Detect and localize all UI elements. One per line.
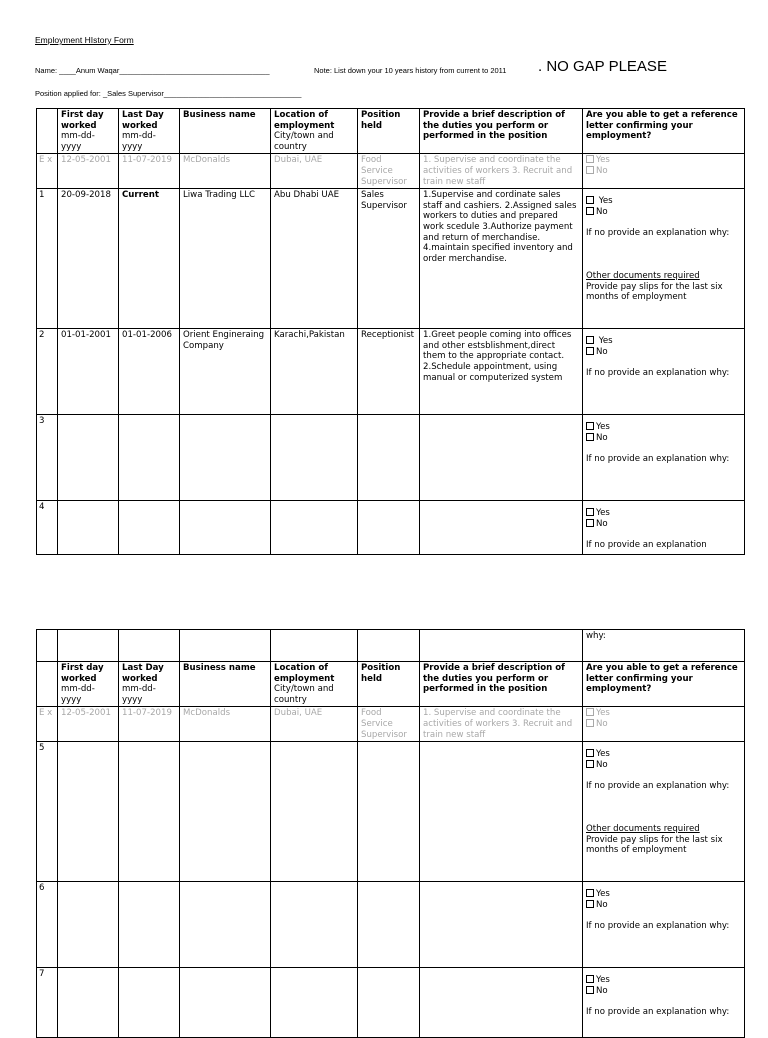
- row-location: Abu Dhabi UAE: [271, 189, 358, 329]
- spacer: [586, 996, 741, 1007]
- row-position: [358, 630, 420, 662]
- form-title: Employment HIstory Form: [35, 35, 134, 45]
- header-business: Business name: [180, 109, 271, 154]
- row-first-day: 01-01-2001: [58, 329, 119, 415]
- checkbox-icon[interactable]: [586, 975, 594, 983]
- yes-option[interactable]: [586, 196, 741, 207]
- yes-option[interactable]: [586, 975, 741, 986]
- row-duties[interactable]: [420, 968, 583, 1038]
- row-last-day[interactable]: [119, 882, 180, 968]
- example-first-day: 12-05-2001: [58, 707, 119, 742]
- row-reference: [583, 415, 745, 501]
- example-reference: [583, 707, 745, 742]
- table-row: [37, 501, 745, 555]
- row-first-day[interactable]: [58, 968, 119, 1038]
- header-duties: Provide a brief description of the duties you perform or performed in the position: [420, 662, 583, 707]
- row-location: [271, 630, 358, 662]
- row-position[interactable]: [358, 415, 420, 501]
- example-position: Food Service Supervisor: [358, 154, 420, 189]
- header-location: [271, 662, 358, 707]
- yes-label: Yes: [596, 422, 610, 433]
- no-label: No: [596, 759, 608, 770]
- header-first-day-label: First day worked: [61, 110, 104, 131]
- row-location[interactable]: [271, 415, 358, 501]
- header-business: Business name: [180, 662, 271, 707]
- row-position[interactable]: [358, 501, 420, 555]
- row-duties[interactable]: [420, 415, 583, 501]
- yes-label: Yes: [598, 336, 613, 347]
- header-last-day-format: mm-dd-yyyy: [122, 684, 156, 705]
- no-label: No: [596, 432, 608, 443]
- table-header-row: [37, 662, 745, 707]
- row-business[interactable]: [180, 501, 271, 555]
- no-label: No: [596, 206, 608, 217]
- spacer: [586, 357, 741, 368]
- header-last-day: [119, 662, 180, 707]
- example-row: [37, 154, 745, 189]
- header-last-day-label: Last Day worked: [122, 663, 164, 684]
- example-no-option: [586, 719, 741, 730]
- row-first-day[interactable]: [58, 415, 119, 501]
- no-option[interactable]: [586, 986, 741, 997]
- employment-history-table-page1: [36, 108, 745, 555]
- row-position[interactable]: [358, 882, 420, 968]
- header-last-day: [119, 109, 180, 154]
- no-option[interactable]: [586, 900, 741, 911]
- no-label: No: [596, 718, 608, 729]
- header-num-cell: [37, 109, 58, 154]
- example-first-day: 12-05-2001: [58, 154, 119, 189]
- row-location[interactable]: [271, 501, 358, 555]
- checkbox-icon[interactable]: [586, 207, 594, 215]
- example-position: Food Service Supervisor: [358, 707, 420, 742]
- header-num-cell: [37, 662, 58, 707]
- row-num: 6: [37, 882, 58, 968]
- checkbox-icon[interactable]: [586, 433, 594, 441]
- checkbox-icon[interactable]: [586, 519, 594, 527]
- row-first-day: 20-09-2018: [58, 189, 119, 329]
- other-docs-heading: Other documents required: [586, 823, 700, 834]
- row-first-day[interactable]: [58, 882, 119, 968]
- row-first-day[interactable]: [58, 742, 119, 882]
- row-duties[interactable]: [420, 501, 583, 555]
- row-first-day: [58, 630, 119, 662]
- yes-label: Yes: [596, 975, 610, 986]
- spacer: [586, 443, 741, 454]
- header-last-day-label: Last Day worked: [122, 110, 164, 131]
- spacer: [586, 910, 741, 921]
- table-row: [37, 742, 745, 882]
- row-location[interactable]: [271, 742, 358, 882]
- row-last-day: Current: [119, 189, 180, 329]
- table-row: [37, 968, 745, 1038]
- no-label: No: [596, 165, 608, 176]
- row-position: Receptionist: [358, 329, 420, 415]
- pay-slips-note: Provide pay slips for the last six months of employment: [586, 281, 723, 303]
- header-reference: Are you able to get a reference letter confirming your employment?: [583, 109, 745, 154]
- row-business: Orient Engineraing Company: [180, 329, 271, 415]
- yes-label: Yes: [598, 196, 613, 207]
- row-reference: [583, 189, 745, 329]
- no-label: No: [596, 899, 608, 910]
- row-duties[interactable]: [420, 882, 583, 968]
- no-label: No: [596, 985, 608, 996]
- continuation-row: [37, 630, 745, 662]
- header-location-sub: City/town and country: [274, 131, 334, 152]
- row-location: Karachi,Pakistan: [271, 329, 358, 415]
- no-label: No: [596, 518, 608, 529]
- yes-label: Yes: [596, 508, 610, 519]
- row-business: [180, 630, 271, 662]
- spacer: [586, 792, 741, 824]
- explanation-prompt: If no provide an explanation why:: [586, 368, 730, 379]
- no-option[interactable]: [586, 207, 741, 218]
- checkbox-icon: [586, 708, 594, 716]
- table-row: [37, 882, 745, 968]
- yes-label: Yes: [596, 155, 610, 166]
- yes-label: Yes: [596, 749, 610, 760]
- yes-option[interactable]: [586, 749, 741, 760]
- example-location: Dubai, UAE: [271, 154, 358, 189]
- no-option[interactable]: [586, 760, 741, 771]
- table-row: [37, 189, 745, 329]
- row-position: Sales Supervisor: [358, 189, 420, 329]
- checkbox-icon[interactable]: [586, 900, 594, 908]
- row-business[interactable]: [180, 968, 271, 1038]
- explanation-prompt: If no provide an explanation why:: [586, 921, 730, 932]
- other-docs-heading: Other documents required: [586, 270, 700, 281]
- row-duties: 1.Greet people coming into offices and other estsblishment,direct them to the appropriate contact. 2.Schedule appointment, using manual or computerized system: [420, 329, 583, 415]
- example-num: E x: [37, 154, 58, 189]
- example-duties: 1. Supervise and coordinate the activities of workers 3. Recruit and train new staff: [420, 154, 583, 189]
- checkbox-icon[interactable]: [586, 889, 594, 897]
- header-location-label: Location of employment: [274, 663, 335, 684]
- header-first-day-label: First day worked: [61, 663, 104, 684]
- row-last-day[interactable]: [119, 742, 180, 882]
- history-note: Note: List down your 10 years history from current to 2011: [314, 66, 507, 75]
- row-reference: [583, 329, 745, 415]
- applicant-name-line: Name: ____Anum Waqar____________________________________: [35, 66, 270, 75]
- header-last-day-format: mm-dd-yyyy: [122, 131, 156, 152]
- row-num: 5: [37, 742, 58, 882]
- explanation-prompt: If no provide an explanation why:: [586, 454, 730, 465]
- example-business: McDonalds: [180, 707, 271, 742]
- example-last-day: 11-07-2019: [119, 707, 180, 742]
- position-applied-line: Position applied for: _Sales Supervisor_________________________________: [35, 89, 302, 98]
- explanation-prompt: If no provide an explanation why:: [586, 1007, 730, 1018]
- checkbox-icon: [586, 719, 594, 727]
- row-location[interactable]: [271, 882, 358, 968]
- checkbox-icon: [586, 166, 594, 174]
- header-location-label: Location of employment: [274, 110, 335, 131]
- example-yes-option: [586, 708, 741, 719]
- row-reference: [583, 501, 745, 555]
- checkbox-icon[interactable]: [586, 749, 594, 757]
- example-reference: [583, 154, 745, 189]
- example-business: McDonalds: [180, 154, 271, 189]
- no-option[interactable]: [586, 347, 741, 358]
- header-reference: Are you able to get a reference letter confirming your employment?: [583, 662, 745, 707]
- checkbox-icon[interactable]: [586, 196, 594, 204]
- row-last-day[interactable]: [119, 501, 180, 555]
- row-last-day[interactable]: [119, 968, 180, 1038]
- row-num: 1: [37, 189, 58, 329]
- row-last-day: 01-01-2006: [119, 329, 180, 415]
- yes-option[interactable]: [586, 889, 741, 900]
- example-yes-option: [586, 155, 741, 166]
- explanation-prompt: If no provide an explanation why:: [586, 228, 730, 239]
- example-no-option: [586, 166, 741, 177]
- row-num: 7: [37, 968, 58, 1038]
- yes-label: Yes: [596, 708, 610, 719]
- spacer: [586, 529, 741, 540]
- yes-option[interactable]: [586, 422, 741, 433]
- example-location: Dubai, UAE: [271, 707, 358, 742]
- row-duties: 1.Supervise and cordinate sales staff and cashiers. 2.Assigned sales workers to duties and prepared work scedule 3.Authorize payment and return of merchandise. 4.maintain specified inventory and order merchandise.: [420, 189, 583, 329]
- header-first-day-format: mm-dd-yyyy: [61, 684, 95, 705]
- header-first-day: [58, 109, 119, 154]
- row-num: 2: [37, 329, 58, 415]
- example-num: E x: [37, 707, 58, 742]
- yes-option[interactable]: [586, 508, 741, 519]
- row-duties[interactable]: [420, 742, 583, 882]
- row-last-day[interactable]: [119, 415, 180, 501]
- spacer: [586, 217, 741, 228]
- row-num: 3: [37, 415, 58, 501]
- header-first-day: [58, 662, 119, 707]
- header-location: [271, 109, 358, 154]
- example-row: [37, 707, 745, 742]
- row-location[interactable]: [271, 968, 358, 1038]
- row-business[interactable]: [180, 882, 271, 968]
- yes-label: Yes: [596, 889, 610, 900]
- yes-option[interactable]: [586, 336, 741, 347]
- row-first-day[interactable]: [58, 501, 119, 555]
- header-first-day-format: mm-dd-yyyy: [61, 131, 95, 152]
- row-num: [37, 630, 58, 662]
- row-last-day: [119, 630, 180, 662]
- row-business[interactable]: [180, 742, 271, 882]
- explanation-prompt: If no provide an explanation why:: [586, 781, 730, 792]
- continued-explanation: why:: [583, 630, 745, 662]
- explanation-prompt-cut: If no provide an explanation: [586, 540, 707, 551]
- row-position[interactable]: [358, 742, 420, 882]
- pay-slips-note: Provide pay slips for the last six months of employment: [586, 834, 723, 856]
- header-location-sub: City/town and country: [274, 684, 334, 705]
- employment-history-table-page2: [36, 629, 745, 1038]
- checkbox-icon[interactable]: [586, 986, 594, 994]
- table-row: [37, 415, 745, 501]
- example-last-day: 11-07-2019: [119, 154, 180, 189]
- row-duties: [420, 630, 583, 662]
- row-reference: [583, 968, 745, 1038]
- row-position[interactable]: [358, 968, 420, 1038]
- checkbox-icon[interactable]: [586, 422, 594, 430]
- checkbox-icon[interactable]: [586, 760, 594, 768]
- checkbox-icon[interactable]: [586, 336, 594, 344]
- spacer: [586, 239, 741, 271]
- checkbox-icon[interactable]: [586, 347, 594, 355]
- header-position: Position held: [358, 109, 420, 154]
- table-row: [37, 329, 745, 415]
- no-option[interactable]: [586, 519, 741, 530]
- table-header-row: [37, 109, 745, 154]
- row-reference: [583, 882, 745, 968]
- example-duties: 1. Supervise and coordinate the activities of workers 3. Recruit and train new staff: [420, 707, 583, 742]
- no-gap-warning: . NO GAP PLEASE: [538, 58, 667, 75]
- checkbox-icon[interactable]: [586, 508, 594, 516]
- spacer: [586, 770, 741, 781]
- checkbox-icon: [586, 155, 594, 163]
- no-option[interactable]: [586, 433, 741, 444]
- no-label: No: [596, 346, 608, 357]
- header-duties: Provide a brief description of the duties you perform or performed in the position: [420, 109, 583, 154]
- row-reference: [583, 742, 745, 882]
- row-business[interactable]: [180, 415, 271, 501]
- row-num: 4: [37, 501, 58, 555]
- row-business: Liwa Trading LLC: [180, 189, 271, 329]
- header-position: Position held: [358, 662, 420, 707]
